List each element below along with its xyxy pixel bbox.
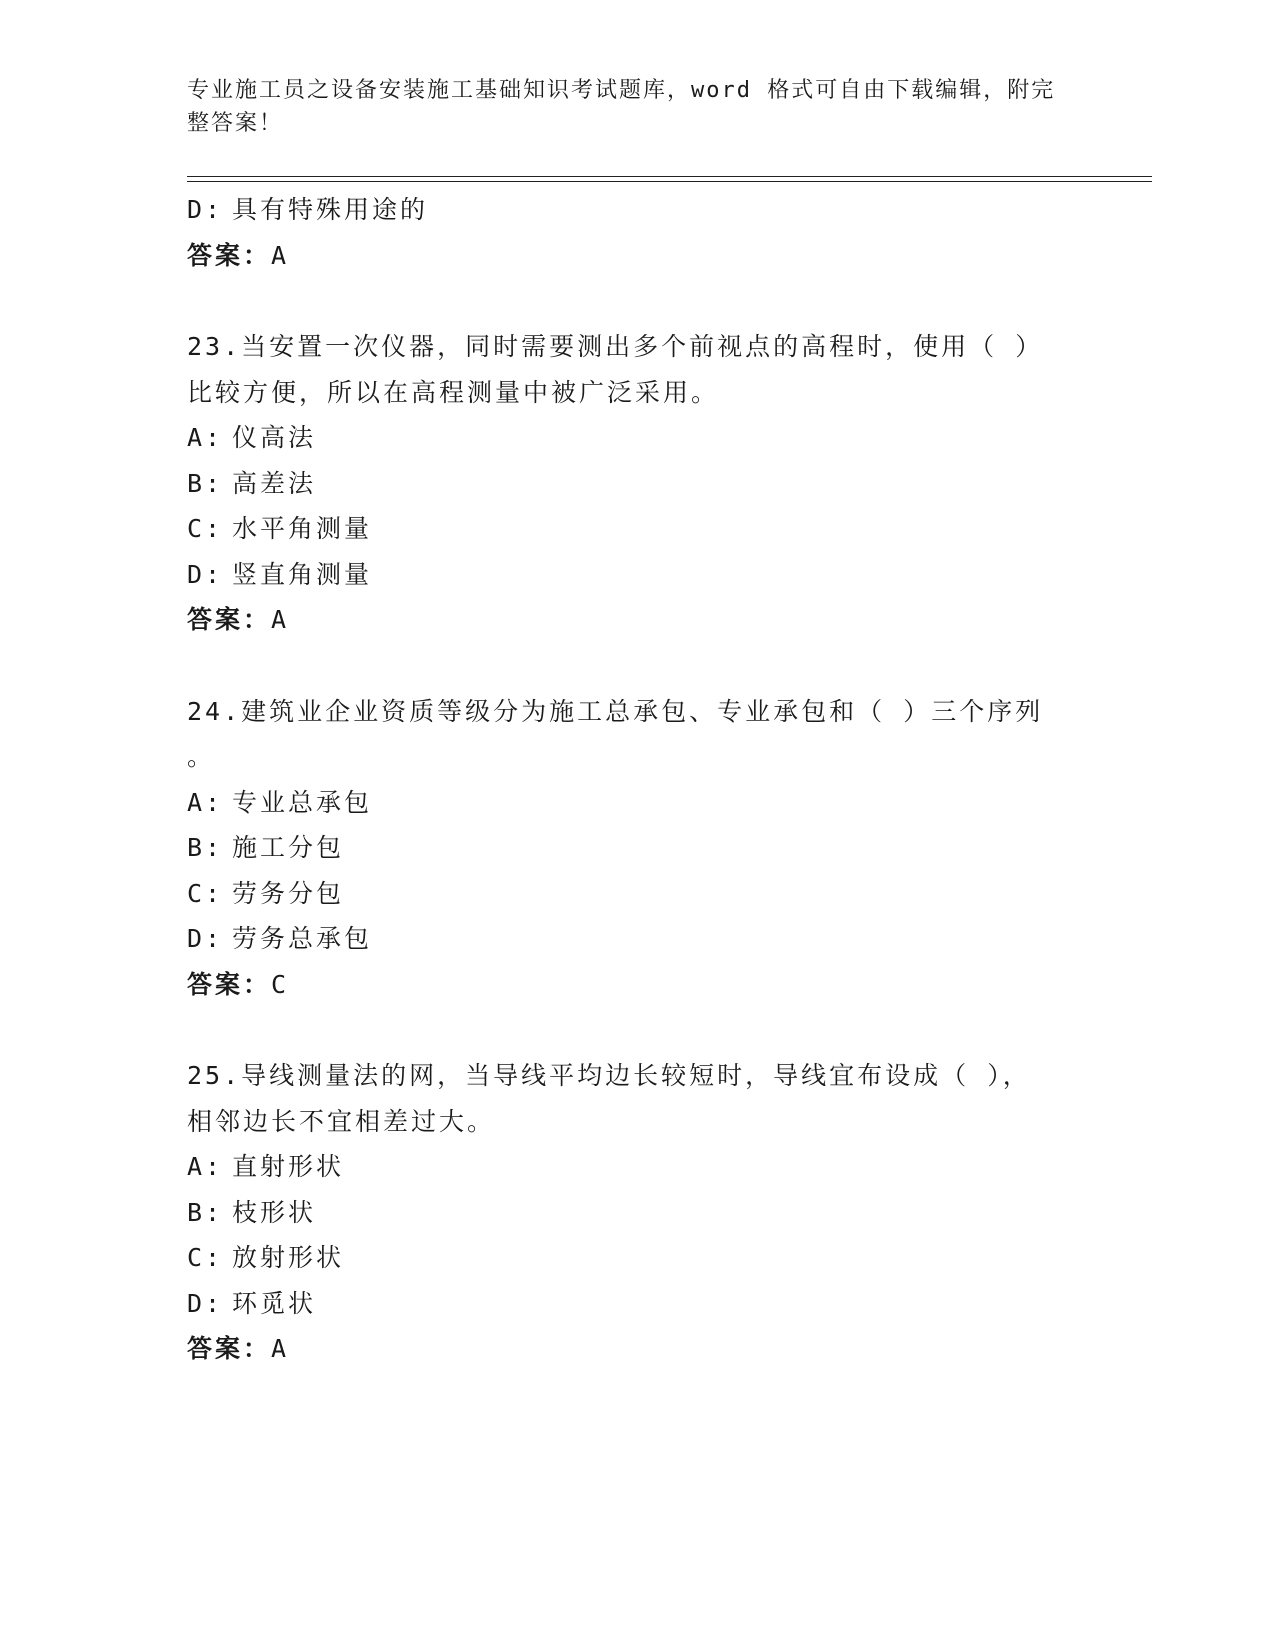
option-text: 高差法: [232, 468, 317, 498]
option-c: [187, 506, 1087, 552]
option-key: A:: [187, 1152, 224, 1181]
option-key: D:: [187, 195, 224, 224]
option-key: C:: [187, 878, 224, 908]
question-stem-line-2: 。: [187, 742, 216, 771]
option-key: C:: [187, 1243, 224, 1272]
option-d: [187, 187, 1087, 233]
spacer: [187, 278, 1087, 324]
option-text: 仪高法: [232, 423, 317, 452]
question-24: [187, 689, 1087, 1008]
answer-value: A: [271, 1334, 290, 1363]
option-c: [187, 1235, 1087, 1281]
option-text: 劳务总承包: [232, 924, 373, 953]
option-b: [187, 825, 1087, 871]
option-text: 具有特殊用途的: [232, 195, 429, 224]
option-text: 专业总承包: [232, 787, 373, 817]
option-key: A:: [187, 787, 224, 817]
question-25: [187, 1053, 1087, 1372]
answer-label: 答案：: [187, 969, 272, 999]
question-stem-line-1: 23.当安置一次仪器，同时需要测出多个前视点的高程时，使用（ ）: [187, 332, 1044, 361]
option-a: [187, 1144, 1087, 1190]
answer-label: 答案：: [187, 240, 272, 270]
question-content: [187, 187, 1087, 1372]
option-text: 施工分包: [232, 833, 345, 862]
option-key: D:: [187, 1288, 224, 1318]
spacer: [187, 1007, 1087, 1053]
option-text: 放射形状: [232, 1243, 345, 1272]
answer-line: [187, 962, 1087, 1008]
option-d: [187, 1281, 1087, 1327]
option-key: C:: [187, 514, 224, 543]
header-note-line-2: 整答案！: [187, 111, 284, 136]
option-key: D:: [187, 559, 224, 589]
question-23: [187, 324, 1087, 643]
option-b: [187, 461, 1087, 507]
option-key: B:: [187, 1197, 224, 1227]
header-divider-top: [187, 176, 1152, 177]
answer-value: C: [271, 969, 290, 999]
header-note-line-1: 专业施工员之设备安装施工基础知识考试题库，word 格式可自由下载编辑，附完: [187, 78, 1056, 103]
option-text: 直射形状: [232, 1152, 345, 1181]
option-d: [187, 552, 1087, 598]
option-key: B:: [187, 833, 224, 862]
answer-value: A: [271, 605, 290, 634]
answer-value: A: [271, 240, 290, 270]
header-divider-bottom: [187, 181, 1152, 182]
answer-label: 答案：: [187, 1334, 272, 1363]
option-a: [187, 780, 1087, 826]
option-text: 水平角测量: [232, 514, 373, 543]
option-key: B:: [187, 468, 224, 498]
option-text: 环觅状: [232, 1288, 317, 1318]
option-a: [187, 415, 1087, 461]
question-stem-line-2: 相邻边长不宜相差过大。: [187, 1106, 496, 1136]
option-text: 劳务分包: [232, 878, 345, 908]
question-stem-line-2: 比较方便，所以在高程测量中被广泛采用。: [187, 377, 720, 407]
question-stem-line-1: 25.导线测量法的网，当导线平均边长较短时，导线宜布设成（ ），: [187, 1061, 1031, 1090]
option-text: 竖直角测量: [232, 559, 373, 589]
answer-line: [187, 597, 1087, 643]
option-key: A:: [187, 423, 224, 452]
answer-line: [187, 233, 1087, 279]
option-key: D:: [187, 924, 224, 953]
option-text: 枝形状: [232, 1197, 317, 1227]
answer-line: [187, 1326, 1087, 1372]
answer-label: 答案：: [187, 605, 272, 634]
option-d: [187, 916, 1087, 962]
option-b: [187, 1190, 1087, 1236]
question-stem-line-1: 24.建筑业企业资质等级分为施工总承包、专业承包和（ ）三个序列: [187, 696, 1044, 726]
header-note: [187, 74, 1067, 140]
option-c: [187, 871, 1087, 917]
spacer: [187, 643, 1087, 689]
